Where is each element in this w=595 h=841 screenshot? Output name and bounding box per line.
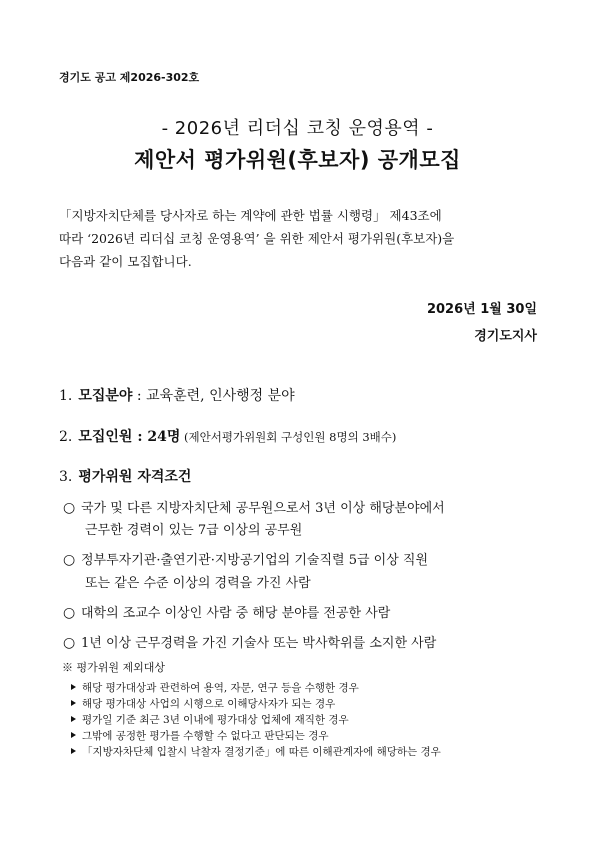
triangle-bullet-icon [71, 716, 76, 722]
exclusion-heading: ※ 평가위원 제외대상 [62, 661, 166, 674]
circle-bullet-icon: ○ [63, 635, 76, 651]
section-recruit-count [59, 426, 396, 446]
section-value: : 교육훈련, 인사행정 분야 [132, 388, 295, 404]
triangle-bullet-icon [71, 684, 76, 690]
qualification-text-continued: 또는 같은 수준 이상의 경력을 가진 사람 [85, 576, 311, 591]
qualification-item [63, 602, 390, 621]
issuer-name: 경기도지사 [474, 329, 537, 344]
exclusion-item [71, 712, 349, 727]
section-label: 평가위원 자격조건 [78, 469, 192, 485]
qualification-text: 국가 및 다른 지방자치단체 공무원으로서 3년 이상 해당분야에서 [81, 501, 445, 516]
section-qualifications [59, 466, 191, 486]
exclusion-item [71, 680, 359, 695]
qualification-text: 대학의 조교수 이상인 사람 중 해당 분야를 전공한 사람 [81, 606, 391, 621]
qualification-text: 1년 이상 근무경력을 가진 기술사 또는 박사학위를 소지한 사람 [81, 636, 437, 651]
section-value: (제안서평가위원회 구성인원 8명의 3배수) [180, 430, 397, 444]
triangle-bullet-icon [71, 732, 76, 738]
intro-line: 「지방자치단체를 당사자로 하는 계약에 관한 법률 시행령」 제43조에 [59, 208, 442, 223]
qualification-text-continued: 근무한 경력이 있는 7급 이상의 공무원 [85, 523, 303, 538]
section-number: 1. [59, 388, 73, 404]
document-subtitle: - 2026년 리더십 코칭 운영용역 - [161, 118, 434, 139]
exclusion-item [71, 696, 335, 711]
exclusion-text: 해당 평가대상 사업의 시행으로 이해당사자가 되는 경우 [82, 698, 336, 710]
exclusion-text: 해당 평가대상과 관련하여 용역, 자문, 연구 등을 수행한 경우 [82, 682, 359, 694]
section-label: 모집분야 [78, 388, 133, 404]
circle-bullet-icon: ○ [63, 500, 76, 516]
qualification-item [63, 497, 445, 516]
section-recruit-field [59, 385, 295, 405]
notice-date: 2026년 1월 30일 [426, 302, 537, 317]
triangle-bullet-icon [71, 700, 76, 706]
section-number: 3. [59, 469, 73, 485]
notice-number: 경기도 공고 제2026-302호 [59, 71, 200, 84]
circle-bullet-icon: ○ [63, 605, 76, 621]
intro-line: 따라 ‘2026년 리더십 코칭 운영용역’ 을 위한 제안서 평가위원(후보자)을 [59, 231, 455, 246]
intro-line: 다음과 같이 모집합니다. [59, 254, 192, 269]
qualification-item [63, 632, 436, 651]
exclusion-item [71, 744, 441, 759]
circle-bullet-icon: ○ [63, 552, 76, 568]
document-title: 제안서 평가위원(후보자) 공개모집 [134, 148, 461, 172]
triangle-bullet-icon [71, 748, 76, 754]
exclusion-text: 평가일 기준 최근 3년 이내에 평가대상 업체에 재직한 경우 [82, 714, 349, 726]
qualification-item [63, 549, 428, 568]
exclusion-text: 「지방자차단체 입찰시 낙찰자 결정기준」에 따른 이해관계자에 해당하는 경우 [82, 746, 441, 758]
exclusion-text: 그밖에 공정한 평가를 수행할 수 없다고 판단되는 경우 [82, 730, 329, 742]
qualification-text: 정부투자기관·출연기관·지방공기업의 기술직렬 5급 이상 직원 [81, 553, 429, 568]
exclusion-item [71, 728, 329, 743]
section-label: 모집인원 : 24명 [78, 429, 181, 445]
intro-paragraph [59, 204, 539, 273]
section-number: 2. [59, 429, 73, 445]
